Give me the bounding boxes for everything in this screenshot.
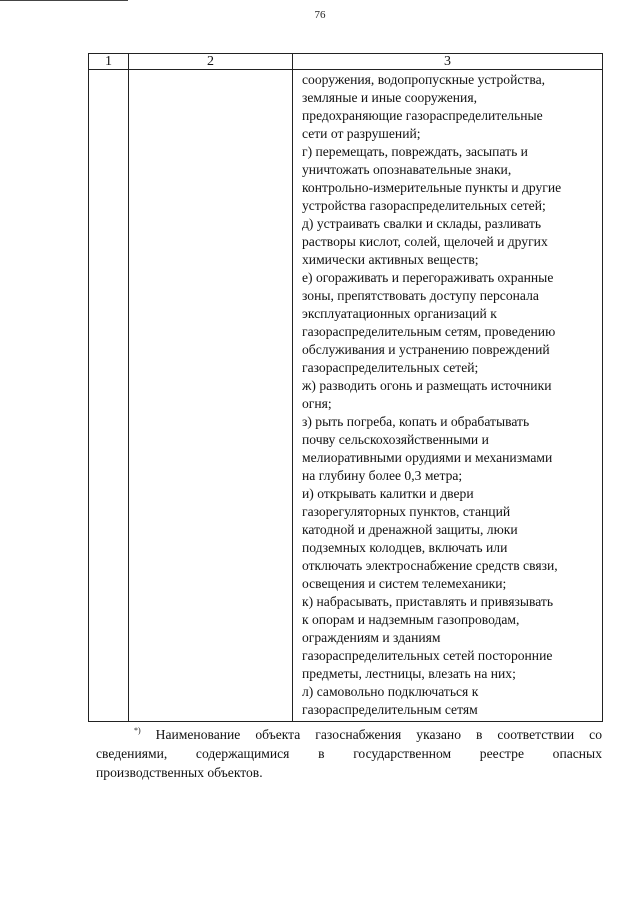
text-line: предохраняющие газораспределительные [302, 108, 543, 123]
column-header-1: 1 [89, 54, 129, 70]
table-header-row [89, 54, 603, 70]
footnote-line-1 [96, 721, 602, 744]
table-cell-col2 [129, 70, 293, 722]
text-line: сооружения, водопропускные устройства, [302, 72, 546, 87]
text-line: катодной и дренажной защиты, люки [302, 522, 518, 537]
page-number: 76 [314, 9, 326, 21]
column-header-2: 2 [129, 54, 293, 70]
table-cell-col1 [89, 70, 129, 722]
text-line: газораспределительных сетей посторонние [302, 648, 553, 663]
text-line: л) самовольно подключаться к [302, 684, 479, 699]
prohibitions-text [293, 70, 602, 721]
table-cell-col3 [293, 70, 603, 722]
footnote-line-2: сведениями, содержащимися в государственном реестре опасных [96, 746, 602, 761]
text-line: земляные и иные сооружения, [302, 90, 477, 105]
footnote-text-1: Наименование объекта газоснабжения указано в соответствии со [155, 727, 602, 742]
text-line: отключать электроснабжение средств связи, [302, 558, 558, 573]
text-line: мелиоративными орудиями и механизмами [302, 450, 553, 465]
text-line: к опорам и надземным газопроводам, [302, 612, 520, 627]
text-line: огня; [302, 396, 332, 411]
text-line: обслуживания и устранению повреждений [302, 342, 550, 357]
text-line: эксплуатационных организаций к [302, 306, 497, 321]
text-line: е) огораживать и перегораживать охранные [302, 270, 554, 285]
text-line: уничтожать опознавательные знаки, [302, 162, 512, 177]
text-line: растворы кислот, солей, щелочей и других [302, 234, 548, 249]
text-line: к) набрасывать, приставлять и привязывать [302, 594, 554, 609]
text-line: г) перемещать, повреждать, засыпать и [302, 144, 528, 159]
text-line: и) открывать калитки и двери [302, 486, 474, 501]
top-rule [0, 0, 128, 1]
text-line: д) устраивать свалки и склады, разливать [302, 216, 542, 231]
text-line: зоны, препятствовать доступу персонала [302, 288, 539, 303]
text-line: ж) разводить огонь и размещать источники [302, 378, 552, 393]
text-line: устройства газораспределительных сетей; [302, 198, 546, 213]
text-line: освещения и систем телемеханики; [302, 576, 507, 591]
text-line: газораспределительных сетей; [302, 360, 479, 375]
text-line: сети от разрушений; [302, 126, 421, 141]
text-line: ограждениям и зданиям [302, 630, 441, 645]
document-table [88, 53, 603, 722]
text-line: почву сельскохозяйственными и [302, 432, 489, 447]
footnote-line-3: производственных объектов. [96, 765, 263, 780]
text-line: газораспределительным сетям [302, 702, 478, 717]
text-line: на глубину более 0,3 метра; [302, 468, 463, 483]
text-line: контрольно-измерительные пункты и другие [302, 180, 562, 195]
text-line: з) рыть погреба, копать и обрабатывать [302, 414, 530, 429]
column-header-3: 3 [293, 54, 603, 70]
text-line: предметы, лестницы, влезать на них; [302, 666, 516, 681]
text-line: газораспределительным сетям, проведению [302, 324, 556, 339]
text-line: газорегуляторных пунктов, станций [302, 504, 511, 519]
footnote-marker: *) [134, 726, 141, 735]
footnote [96, 721, 602, 782]
table-row [89, 70, 603, 722]
text-line: подземных колодцев, включать или [302, 540, 508, 555]
text-line: химически активных веществ; [302, 252, 479, 267]
